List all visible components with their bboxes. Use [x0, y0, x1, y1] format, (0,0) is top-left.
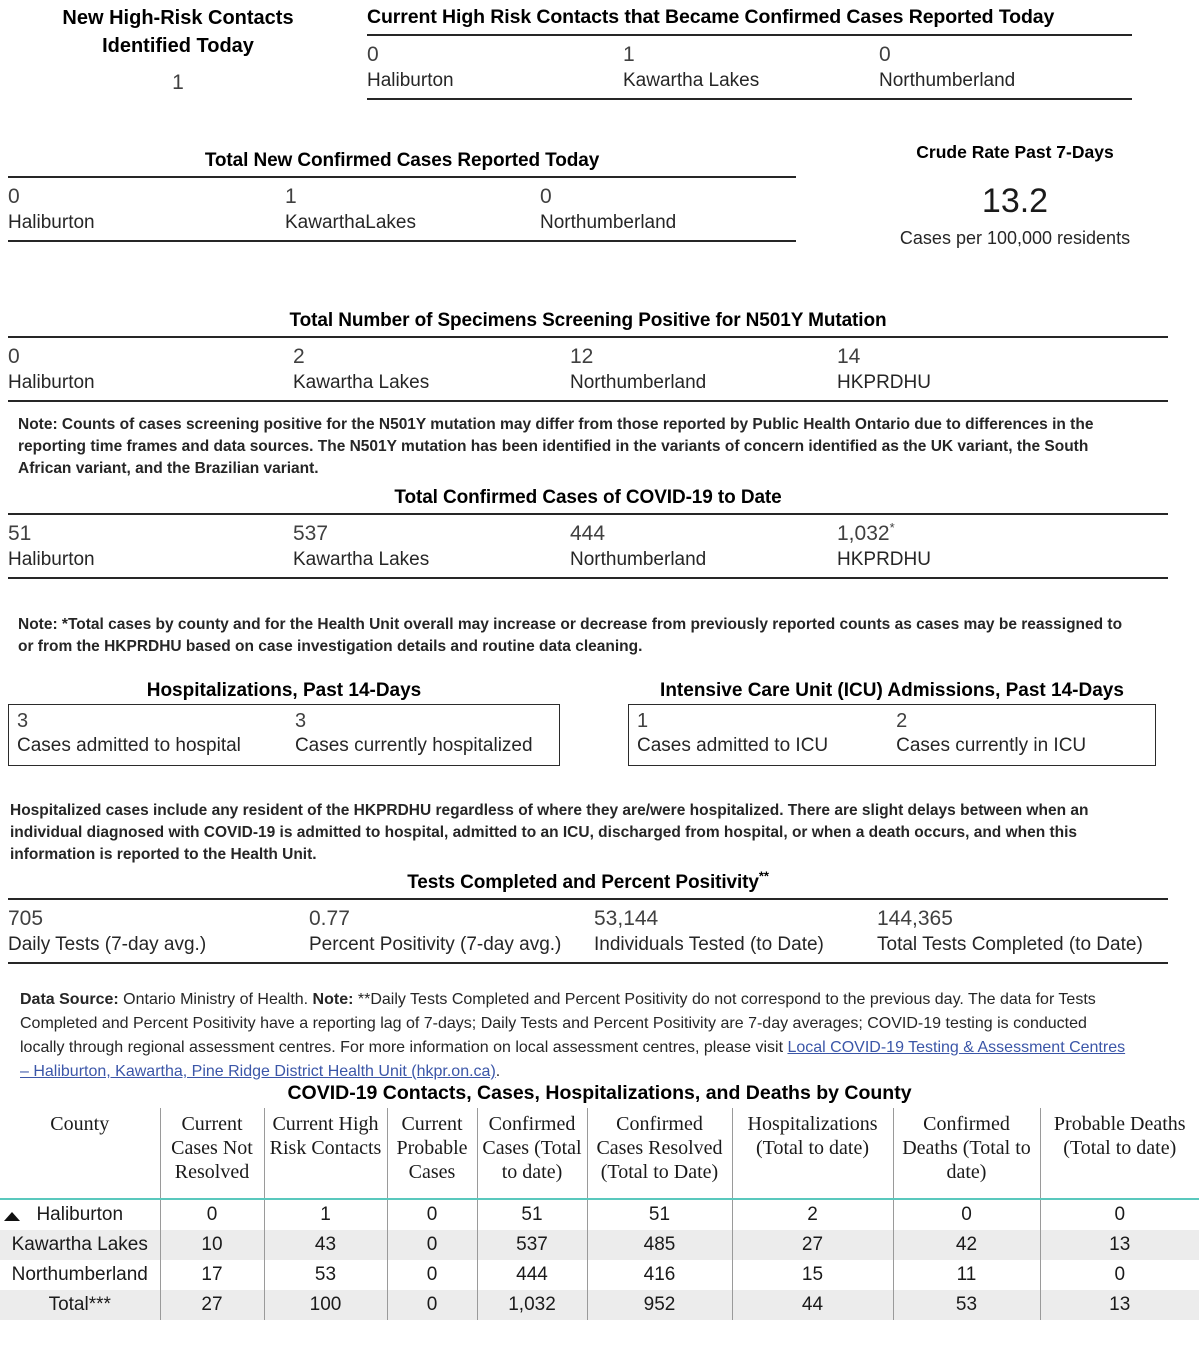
- metric-northumberland: [570, 521, 837, 573]
- cell-hospitalizations-total: 15: [732, 1260, 893, 1290]
- cell-confirmed-deaths-total: 11: [893, 1260, 1040, 1290]
- col-header-current-probable-cases[interactable]: Current Probable Cases: [387, 1108, 477, 1199]
- metric-northumberland: [540, 184, 790, 236]
- cell-confirmed-deaths-total: 42: [893, 1230, 1040, 1260]
- cell-confirmed-cases-total: 1,032: [477, 1290, 587, 1320]
- table-row: [0, 1230, 1199, 1260]
- metric-value: 0: [879, 43, 891, 66]
- metric-value: 1: [285, 185, 297, 208]
- hospitalizations-title: Hospitalizations, Past 14-Days: [146, 680, 422, 701]
- cell-county: Kawartha Lakes: [0, 1230, 160, 1260]
- tests-title-text: Tests Completed and Percent Positivity: [407, 872, 759, 893]
- metric-value: 144,365: [877, 907, 953, 930]
- metric-value: 537: [293, 522, 329, 545]
- icu-box: [628, 704, 1156, 766]
- table-row: [0, 1199, 1199, 1230]
- county-table-body: [0, 1199, 1199, 1320]
- note-hospitalized-cases: Hospitalized cases include any resident of the HKPRDHU regardless of where they are/were hospitalized. There are slight delays between when an individual diagnosed with COVID-19 is admitted to hospital, admitted to an ICU, discharged from hospital, or when a death occurs, and when this information is reported to the Health Unit.: [10, 802, 1089, 863]
- crude-rate-subtitle: Cases per 100,000 residents: [899, 228, 1131, 248]
- metric-label: Kawartha Lakes: [623, 70, 760, 91]
- cell-confirmed-cases-total: 537: [477, 1230, 587, 1260]
- cell-current-high-risk-contacts: 43: [264, 1230, 387, 1260]
- cell-current-high-risk-contacts: 53: [264, 1260, 387, 1290]
- metric-label: Daily Tests (7-day avg.): [8, 934, 207, 955]
- total-confirmed-metrics: [8, 515, 1168, 577]
- cell-current-probable-cases: 0: [387, 1199, 477, 1230]
- metric-kawartha-lakes: [623, 42, 879, 94]
- metric-haliburton: [8, 344, 293, 396]
- note-n501y: Note: Counts of cases screening positive for the N501Y mutation may differ from those reported by Public Health Ontario due to differences in the reporting time frames and data sources. The N501Y mutation has been identified in the variants of concern identified as the UK variant, the South African variant, and the Brazilian variant.: [18, 416, 1094, 477]
- metric-kawartha-lakes: [293, 344, 570, 396]
- metric-kawartha-lakes: [285, 184, 540, 236]
- metric-percent-positivity: [309, 906, 594, 958]
- icu-title: Intensive Care Unit (ICU) Admissions, Past 14-Days: [660, 680, 1124, 701]
- metric-label: Northumberland: [570, 549, 707, 570]
- cell-current-cases-not-resolved: 0: [160, 1199, 264, 1230]
- county-table-block: [0, 1080, 1199, 1320]
- metric-value: 3: [17, 710, 29, 732]
- metric-northumberland: [570, 344, 837, 396]
- icu-admissions-block: [628, 678, 1156, 766]
- metric-label: Kawartha Lakes: [293, 372, 430, 393]
- total-new-confirmed-cases-block: [8, 150, 796, 242]
- cell-probable-deaths-total: 0: [1040, 1260, 1199, 1290]
- tests-title: [8, 868, 1168, 894]
- cell-current-cases-not-resolved: 27: [160, 1290, 264, 1320]
- divider-bottom: [8, 400, 1168, 402]
- county-table-header: [0, 1108, 1199, 1199]
- metric-label: HKPRDHU: [837, 372, 931, 393]
- new-high-risk-title-line1: New High-Risk Contacts: [62, 7, 294, 29]
- metric-label: Individuals Tested (to Date): [594, 934, 824, 955]
- metric-hkprdhu: [837, 521, 1087, 573]
- cell-probable-deaths-total: 13: [1040, 1230, 1199, 1260]
- total-new-confirmed-metrics: [8, 178, 796, 240]
- metric-value: 0.77: [309, 907, 350, 930]
- sort-ascending-triangle-icon[interactable]: [4, 1212, 20, 1221]
- crude-rate-value: 13.2: [981, 182, 1049, 220]
- metric-value: 2: [293, 345, 305, 368]
- metric-value: 1: [623, 43, 635, 66]
- cell-confirmed-cases-resolved: 485: [587, 1230, 732, 1260]
- cell-county: Total***: [0, 1290, 160, 1320]
- metric-value: 51: [8, 522, 32, 545]
- high-risk-became-confirmed-metrics: [367, 36, 1132, 98]
- data-source-text-3: .: [495, 1063, 501, 1080]
- metric-northumberland: [879, 42, 1132, 94]
- data-source-text-1: Ontario Ministry of Health.: [118, 991, 313, 1008]
- metric-label: KawarthaLakes: [285, 212, 416, 233]
- metric-label: Haliburton: [8, 212, 95, 233]
- metric-label: Haliburton: [8, 549, 95, 570]
- table-row: [0, 1260, 1199, 1290]
- metric-value: 705: [8, 907, 44, 930]
- metric-label: Percent Positivity (7-day avg.): [309, 934, 562, 955]
- metric-cases-currently-hospitalized: [287, 709, 559, 759]
- cell-probable-deaths-total: 13: [1040, 1290, 1199, 1320]
- high-risk-became-confirmed-title: Current High Risk Contacts that Became Confirmed Cases Reported Today: [367, 6, 1055, 28]
- metric-daily-tests: [8, 906, 309, 958]
- data-source-label: Data Source:: [20, 991, 119, 1008]
- cell-confirmed-cases-resolved: 51: [587, 1199, 732, 1230]
- metric-label: Cases admitted to hospital: [17, 735, 241, 756]
- col-header-probable-deaths-total[interactable]: Probable Deaths (Total to date): [1040, 1108, 1199, 1199]
- divider-bottom: [8, 577, 1168, 579]
- divider-bottom: [367, 98, 1132, 100]
- cell-hospitalizations-total: 44: [732, 1290, 893, 1320]
- metric-haliburton: [8, 184, 285, 236]
- metric-value: 12: [570, 345, 594, 368]
- cell-confirmed-deaths-total: 53: [893, 1290, 1040, 1320]
- data-source-note: [20, 988, 1135, 1084]
- cell-hospitalizations-total: 27: [732, 1230, 893, 1260]
- county-table-title: COVID-19 Contacts, Cases, Hospitalizations, and Deaths by County: [287, 1082, 912, 1104]
- metric-value: 0: [8, 185, 20, 208]
- hospitalizations-box: [8, 704, 560, 766]
- metric-individuals-tested: [594, 906, 877, 958]
- n501y-title: Total Number of Specimens Screening Positive for N501Y Mutation: [289, 310, 887, 331]
- cell-current-high-risk-contacts: 1: [264, 1199, 387, 1230]
- data-source-text-2: **Daily Tests Completed and Percent Positivity do not correspond to the previous day. The data for Tests Completed and Percent Positivity have a reporting lag of 7-days; Daily Tests and Percent Positivity are 7-day averages; COVID-19 testing is conducted locally through regional assessment centres. For more information on local assessment centres, please visit: [20, 991, 1096, 1056]
- col-header-confirmed-deaths-total[interactable]: Confirmed Deaths (Total to date): [893, 1108, 1040, 1199]
- metric-value: 0: [8, 345, 20, 368]
- col-header-hospitalizations-total[interactable]: Hospitalizations (Total to date): [732, 1108, 893, 1199]
- new-high-risk-title-line2: Identified Today: [102, 35, 254, 57]
- cell-current-cases-not-resolved: 10: [160, 1230, 264, 1260]
- total-new-confirmed-title: Total New Confirmed Cases Reported Today: [204, 150, 600, 171]
- note-total-cases: Note: *Total cases by county and for the Health Unit overall may increase or decrease from previously reported counts as cases may be reassigned to or from the HKPRDHU based on case investigation details and routine data cleaning.: [18, 616, 1123, 655]
- metric-label: Cases currently in ICU: [896, 735, 1087, 756]
- metric-value: 3: [294, 710, 307, 732]
- tests-metrics: [8, 900, 1168, 962]
- crude-rate-title: Crude Rate Past 7-Days: [916, 142, 1114, 162]
- cell-confirmed-cases-total: 444: [477, 1260, 587, 1290]
- high-risk-became-confirmed-block: [367, 4, 1132, 100]
- metric-label: Haliburton: [367, 70, 454, 91]
- hospitalizations-block: [8, 678, 560, 766]
- metric-label: Northumberland: [570, 372, 707, 393]
- metric-cases-currently-in-icu: [888, 709, 1155, 759]
- metric-value: 53,144: [594, 907, 659, 930]
- col-header-current-high-risk-contacts[interactable]: Current High Risk Contacts: [264, 1108, 387, 1199]
- metric-label: Kawartha Lakes: [293, 549, 430, 570]
- double-asterisk-footnote-marker: **: [758, 868, 769, 884]
- tests-completed-block: [8, 868, 1168, 964]
- cell-county: Northumberland: [0, 1260, 160, 1290]
- asterisk-footnote-marker: *: [889, 520, 895, 535]
- assessment-centres-link[interactable]: Local COVID-19 Testing & Assessment Centres – Haliburton, Kawartha, Pine Ridge District Health Unit (hkpr.on.ca): [20, 1039, 1126, 1080]
- n501y-metrics: [8, 338, 1168, 400]
- cell-confirmed-cases-resolved: 952: [587, 1290, 732, 1320]
- metric-cases-admitted-to-icu: [629, 709, 888, 759]
- new-high-risk-value: 1: [172, 71, 184, 94]
- cell-current-probable-cases: 0: [387, 1290, 477, 1320]
- n501y-mutation-block: [8, 310, 1168, 402]
- metric-value: 444: [570, 522, 606, 545]
- col-header-confirmed-cases-total[interactable]: Confirmed Cases (Total to date): [477, 1108, 587, 1199]
- metric-label: Cases currently hospitalized: [294, 735, 533, 756]
- total-confirmed-cases-block: [8, 487, 1168, 579]
- col-header-current-cases-not-resolved[interactable]: Current Cases Not Resolved: [160, 1108, 264, 1199]
- col-header-county[interactable]: County: [0, 1108, 160, 1199]
- metric-label: Cases admitted to ICU: [637, 735, 829, 756]
- total-confirmed-title: Total Confirmed Cases of COVID-19 to Date: [394, 487, 782, 508]
- metric-kawartha-lakes: [293, 521, 570, 573]
- metric-hkprdhu: [837, 344, 1087, 396]
- cell-current-probable-cases: 0: [387, 1230, 477, 1260]
- cell-hospitalizations-total: 2: [732, 1199, 893, 1230]
- table-row-total: [0, 1290, 1199, 1320]
- county-table: [0, 1108, 1199, 1320]
- metric-value: 1: [637, 710, 649, 732]
- metric-value: 0: [367, 43, 379, 66]
- cell-county: Haliburton: [0, 1199, 160, 1230]
- metric-label: Northumberland: [879, 70, 1016, 91]
- cell-confirmed-cases-total: 51: [477, 1199, 587, 1230]
- cell-current-cases-not-resolved: 17: [160, 1260, 264, 1290]
- metric-cases-admitted-to-hospital: [9, 709, 287, 759]
- cell-confirmed-deaths-total: 0: [893, 1199, 1040, 1230]
- cell-confirmed-cases-resolved: 416: [587, 1260, 732, 1290]
- new-high-risk-contacts-block: [8, 4, 348, 100]
- metric-value-wrap: [837, 521, 1087, 547]
- metric-haliburton: [367, 42, 623, 94]
- metric-haliburton: [8, 521, 293, 573]
- col-header-confirmed-cases-resolved[interactable]: Confirmed Cases Resolved (Total to Date): [587, 1108, 732, 1199]
- metric-label: Haliburton: [8, 372, 95, 393]
- metric-label: Northumberland: [540, 212, 677, 233]
- metric-total-tests-completed: [877, 906, 1167, 958]
- metric-value: 1,032: [837, 522, 890, 545]
- cell-current-probable-cases: 0: [387, 1260, 477, 1290]
- county-table-header-row: [0, 1108, 1199, 1199]
- metric-value: 14: [837, 345, 861, 368]
- metric-value: 2: [896, 710, 908, 732]
- divider-bottom: [8, 240, 796, 242]
- cell-probable-deaths-total: 0: [1040, 1199, 1199, 1230]
- metric-value: 0: [540, 185, 552, 208]
- divider-bottom: [8, 962, 1168, 964]
- crude-rate-block: [840, 140, 1190, 250]
- metric-label: HKPRDHU: [837, 549, 931, 570]
- cell-current-high-risk-contacts: 100: [264, 1290, 387, 1320]
- note-label: Note:: [312, 991, 354, 1008]
- metric-label: Total Tests Completed (to Date): [877, 934, 1143, 955]
